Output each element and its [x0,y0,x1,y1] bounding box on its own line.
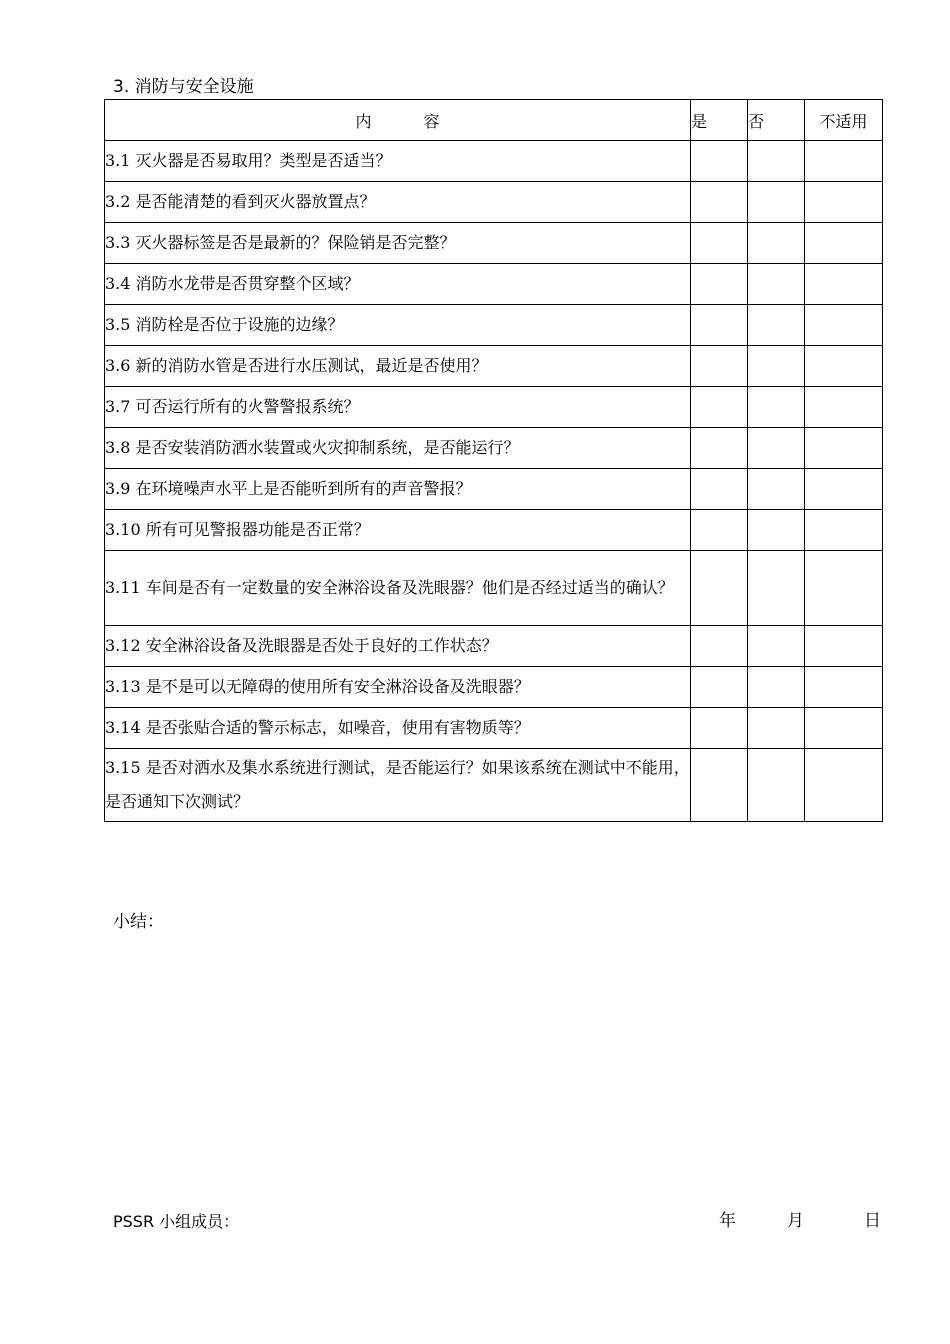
yes-cell[interactable] [691,182,748,223]
yes-cell[interactable] [691,551,748,626]
na-cell[interactable] [805,305,883,346]
na-cell[interactable] [805,510,883,551]
header-no: 否 [748,100,805,141]
item-text: 3.15 是否对洒水及集水系统进行测试，是否能运行？如果该系统在测试中不能用，是否通知下次测试？ [105,749,691,822]
na-cell[interactable] [805,182,883,223]
item-text: 3.6 新的消防水管是否进行水压测试，最近是否使用？ [105,346,691,387]
table-row [105,708,883,749]
yes-cell[interactable] [691,469,748,510]
na-cell[interactable] [805,626,883,667]
table-row [105,469,883,510]
yes-cell[interactable] [691,346,748,387]
yes-cell[interactable] [691,708,748,749]
item-text: 3.14 是否张贴合适的警示标志，如噪音，使用有害物质等？ [105,708,691,749]
no-cell[interactable] [748,510,805,551]
item-text: 3.1 灭火器是否易取用？类型是否适当？ [105,141,691,182]
table-row [105,626,883,667]
no-cell[interactable] [748,346,805,387]
checklist-table [104,99,883,822]
no-cell[interactable] [748,667,805,708]
no-cell[interactable] [748,387,805,428]
na-cell[interactable] [805,346,883,387]
table-row [105,223,883,264]
no-cell[interactable] [748,305,805,346]
yes-cell[interactable] [691,305,748,346]
date-month-label: 月 [787,1211,804,1231]
table-row [105,264,883,305]
table-header-row [105,100,883,141]
header-yes: 是 [691,100,748,141]
na-cell[interactable] [805,428,883,469]
no-cell[interactable] [748,182,805,223]
na-cell[interactable] [805,387,883,428]
item-text: 3.5 消防栓是否位于设施的边缘？ [105,305,691,346]
yes-cell[interactable] [691,428,748,469]
no-cell[interactable] [748,264,805,305]
no-cell[interactable] [748,626,805,667]
na-cell[interactable] [805,469,883,510]
no-cell[interactable] [748,551,805,626]
table-row [105,428,883,469]
na-cell[interactable] [805,667,883,708]
yes-cell[interactable] [691,223,748,264]
yes-cell[interactable] [691,141,748,182]
na-cell[interactable] [805,223,883,264]
na-cell[interactable] [805,264,883,305]
table-row [105,387,883,428]
no-cell[interactable] [748,708,805,749]
yes-cell[interactable] [691,510,748,551]
item-text: 3.3 灭火器标签是否是最新的？保险销是否完整？ [105,223,691,264]
yes-cell[interactable] [691,749,748,822]
na-cell[interactable] [805,141,883,182]
item-text: 3.12 安全淋浴设备及洗眼器是否处于良好的工作状态？ [105,626,691,667]
table-row [105,346,883,387]
table-row [105,667,883,708]
item-text: 3.8 是否安装消防洒水装置或火灾抑制系统，是否能运行？ [105,428,691,469]
yes-cell[interactable] [691,387,748,428]
date-year-label: 年 [719,1211,736,1231]
item-text: 3.11 车间是否有一定数量的安全淋浴设备及洗眼器？他们是否经过适当的确认？ [105,551,691,626]
no-cell[interactable] [748,223,805,264]
item-text: 3.2 是否能清楚的看到灭火器放置点？ [105,182,691,223]
table-row [105,141,883,182]
na-cell[interactable] [805,551,883,626]
item-text: 3.10 所有可见警报器功能是否正常？ [105,510,691,551]
na-cell[interactable] [805,749,883,822]
yes-cell[interactable] [691,626,748,667]
yes-cell[interactable] [691,667,748,708]
no-cell[interactable] [748,428,805,469]
item-text: 3.13 是不是可以无障碍的使用所有安全淋浴设备及洗眼器？ [105,667,691,708]
table-row [105,510,883,551]
yes-cell[interactable] [691,264,748,305]
date-day-label: 日 [864,1211,881,1231]
table-row [105,182,883,223]
no-cell[interactable] [748,469,805,510]
summary-label: 小结： [113,912,164,932]
item-text: 3.7 可否运行所有的火警警报系统？ [105,387,691,428]
table-row [105,749,883,822]
header-content-char-2: 容 [423,111,440,131]
header-content-char-1: 内 [355,111,372,131]
section-title: 3. 消防与安全设施 [113,77,254,97]
table-row [105,551,883,626]
table-row [105,305,883,346]
header-content [105,100,691,141]
item-text: 3.9 在环境噪声水平上是否能听到所有的声音警报？ [105,469,691,510]
no-cell[interactable] [748,141,805,182]
item-text: 3.4 消防水龙带是否贯穿整个区域？ [105,264,691,305]
no-cell[interactable] [748,749,805,822]
header-not-applicable: 不适用 [805,100,883,141]
na-cell[interactable] [805,708,883,749]
pssr-members-label: PSSR 小组成员： [113,1212,240,1231]
